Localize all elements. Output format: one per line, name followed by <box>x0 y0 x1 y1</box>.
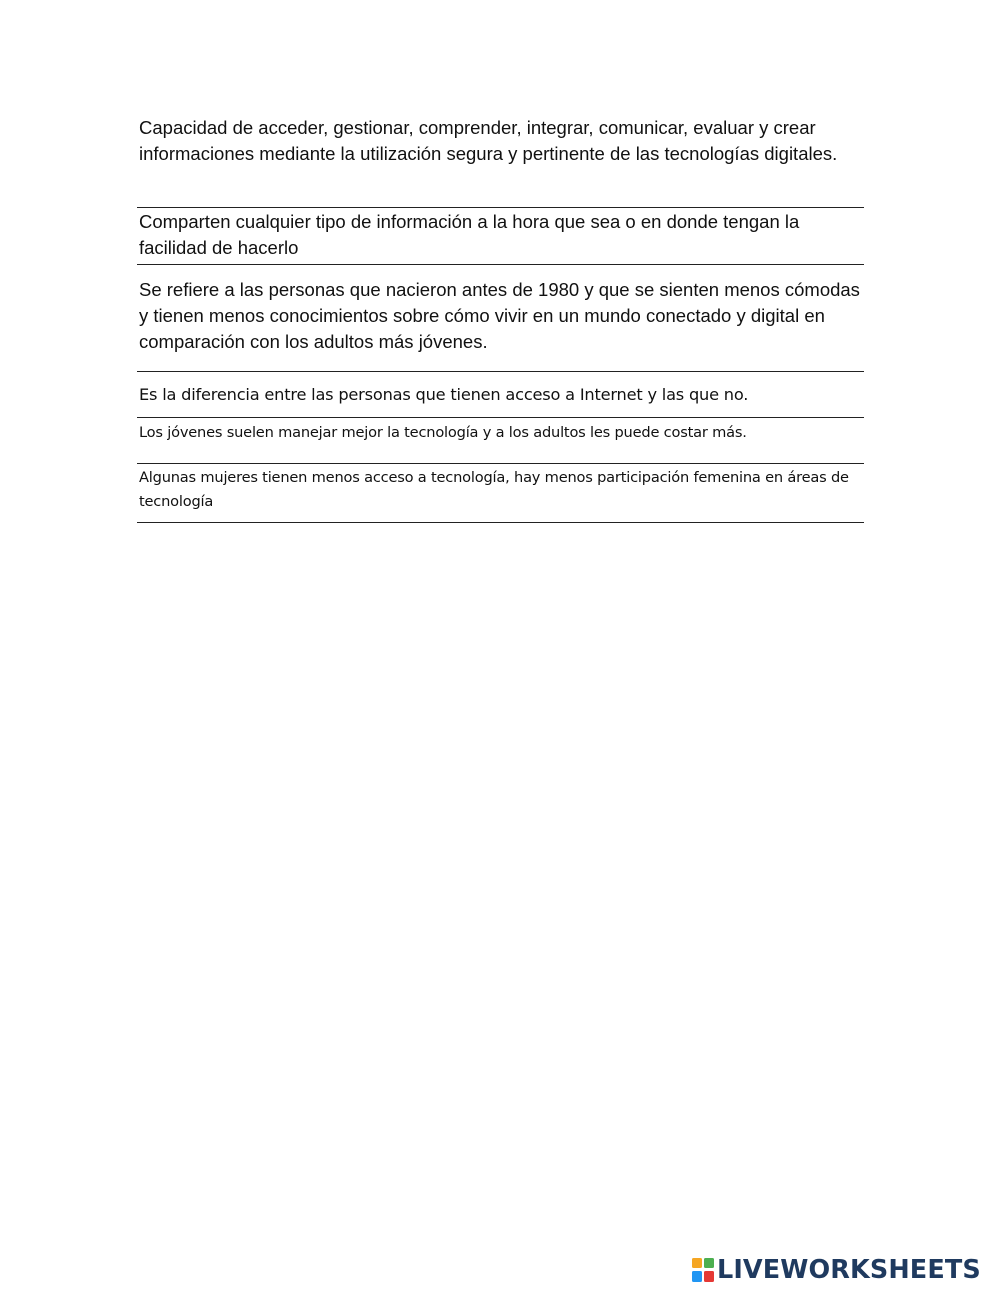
entry-6-text: Algunas mujeres tienen menos acceso a tecnología, hay menos participación femenina en áreas de tecnología <box>139 469 849 510</box>
entry-1-text: Capacidad de acceder, gestionar, comprender, integrar, comunicar, evaluar y crear informaciones mediante la utilización segura y pertinente de las tecnologías digitales. <box>139 117 838 164</box>
entry-2-text: Comparten cualquier tipo de información a la hora que sea o en donde tengan la facilidad de hacerlo <box>139 211 800 258</box>
entry-4-text: Es la diferencia entre las personas que tienen acceso a Internet y las que no. <box>139 385 749 404</box>
entry-5-text: Los jóvenes suelen manejar mejor la tecnología y a los adultos les puede costar más. <box>139 424 747 441</box>
logo-mark-icon <box>692 1258 714 1282</box>
divider-line <box>137 371 864 372</box>
divider-line <box>137 264 864 265</box>
liveworksheets-logo <box>692 1256 981 1284</box>
divider-line <box>137 522 864 523</box>
logo-text: LIVEWORKSHEETS <box>717 1255 981 1285</box>
divider-line <box>137 417 864 418</box>
divider-line <box>137 463 864 464</box>
entry-3-text: Se refiere a las personas que nacieron antes de 1980 y que se sienten menos cómodas y tienen menos conocimientos sobre cómo vivir en un mundo conectado y digital en comparación con los adultos más jóvenes. <box>139 279 860 352</box>
divider-line <box>137 207 864 208</box>
